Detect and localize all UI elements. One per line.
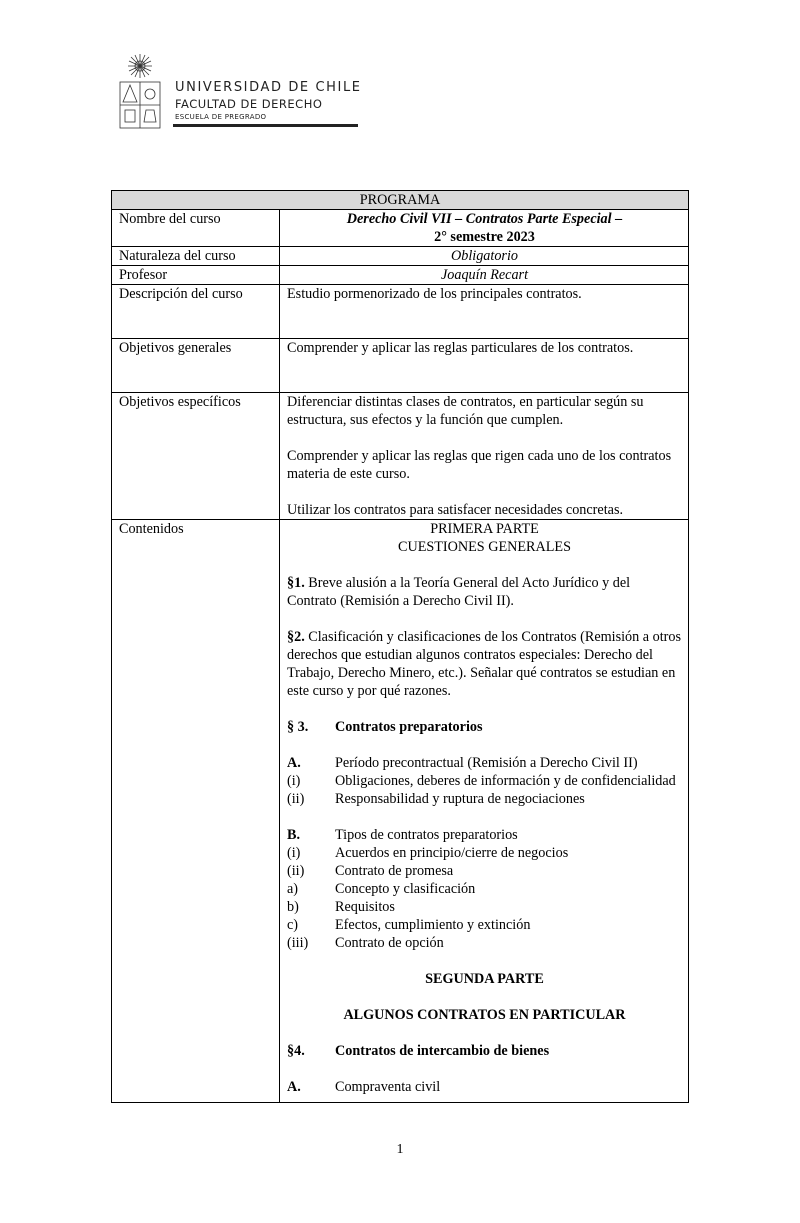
list-item [287,790,682,808]
table-row [112,339,689,393]
table-row [112,247,689,266]
section-2-text: Clasificación y clasificaciones de los Contratos (Remisión a otros derechos que estudian algunos contratos especiales: Derecho del Trabajo, Derecho Minero, etc.). Señalar qué contratos se estudian en este curso y por qué razones. [287,629,682,699]
item-text: Acuerdos en principio/cierre de negocios [335,845,569,861]
part2-subtitle: ALGUNOS CONTRATOS EN PARTICULAR [343,1007,626,1023]
list-item [287,916,682,934]
table-title: PROGRAMA [112,191,689,210]
section-4-title: Contratos de intercambio de bienes [335,1043,550,1059]
table-row [112,285,689,339]
list-item [287,1078,682,1096]
item-number: A. [287,755,301,771]
university-logo [116,52,362,130]
item-number: A. [287,1079,301,1095]
school-name: ESCUELA DE PREGRADO [175,113,267,121]
list-item [287,826,682,844]
item-text: Efectos, cumplimiento y extinción [335,917,531,933]
description-value: Estudio pormenorizado de los principales contratos. [280,285,689,339]
item-text: Requisitos [335,899,395,915]
item-number: a) [287,881,299,897]
item-text: Concepto y clasificación [335,881,476,897]
course-name-label: Nombre del curso [112,210,280,247]
list-item [287,754,682,772]
item-number: (ii) [287,791,305,807]
section-2 [287,628,682,700]
page-number: 1 [396,1142,404,1157]
description-label: Descripción del curso [112,285,280,339]
section-3-heading [287,718,682,736]
item-text: Contrato de promesa [335,863,454,879]
list-item [287,862,682,880]
logo-divider [173,124,358,127]
list-item [287,880,682,898]
specific-objective-2: Comprender y aplicar las reglas que rigen cada uno de los contratos materia de este curso. [287,448,672,482]
section-1 [287,574,682,610]
item-number: (i) [287,773,301,789]
university-seal-icon [118,52,162,130]
course-name-line1: Derecho Civil VII – Contratos Parte Especial – [346,211,623,227]
list-item [287,934,682,952]
course-name-line2: 2° semestre 2023 [434,229,535,245]
list-item [287,898,682,916]
section-1-text: Breve alusión a la Teoría General del Acto Jurídico y del Contrato (Remisión a Derecho Civil II). [287,575,631,609]
professor-label: Profesor [112,266,280,285]
item-text: Período precontractual (Remisión a Derecho Civil II) [335,755,638,771]
item-number: (i) [287,845,301,861]
contents-label: Contenidos [112,520,280,1103]
specific-objectives-value [280,393,689,520]
general-objectives-label: Objetivos generales [112,339,280,393]
item-number: B. [287,827,301,843]
program-table [111,190,689,1103]
section-2-number: §2. [287,629,305,645]
specific-objective-1: Diferenciar distintas clases de contratos, en particular según su estructura, sus efectos y la función que cumplen. [287,394,644,428]
course-name-value [280,210,689,247]
part2-title: SEGUNDA PARTE [425,971,544,987]
contents-value [280,520,689,1103]
item-text: Responsabilidad y ruptura de negociaciones [335,791,585,807]
specific-objective-3: Utilizar los contratos para satisfacer necesidades concretas. [287,502,624,518]
general-objectives-value: Comprender y aplicar las reglas particulares de los contratos. [280,339,689,393]
item-text: Obligaciones, deberes de información y de confidencialidad [335,773,676,789]
list-item [287,772,682,790]
item-text: Tipos de contratos preparatorios [335,827,518,843]
item-number: b) [287,899,299,915]
section-3-title: Contratos preparatorios [335,719,483,735]
table-row [112,393,689,520]
part1-subtitle: CUESTIONES GENERALES [397,539,571,555]
table-row [112,210,689,247]
course-nature-label: Naturaleza del curso [112,247,280,266]
item-text: Contrato de opción [335,935,444,951]
table-header-row [112,191,689,210]
part1-title: PRIMERA PARTE [430,521,539,537]
item-text: Compraventa civil [335,1079,441,1095]
list-item [287,844,682,862]
table-row [112,266,689,285]
faculty-name: FACULTAD DE DERECHO [175,97,323,111]
item-number: c) [287,917,299,933]
item-number: (iii) [287,935,309,951]
professor-value: Joaquín Recart [280,266,689,285]
specific-objectives-label: Objetivos específicos [112,393,280,520]
course-nature-value: Obligatorio [280,247,689,266]
university-name: UNIVERSIDAD DE CHILE [175,80,362,95]
section-4-heading [287,1042,682,1060]
section-1-number: §1. [287,575,305,591]
section-4-number: §4. [287,1043,305,1059]
item-number: (ii) [287,863,305,879]
table-row [112,520,689,1103]
section-3-number: § 3. [287,719,309,735]
